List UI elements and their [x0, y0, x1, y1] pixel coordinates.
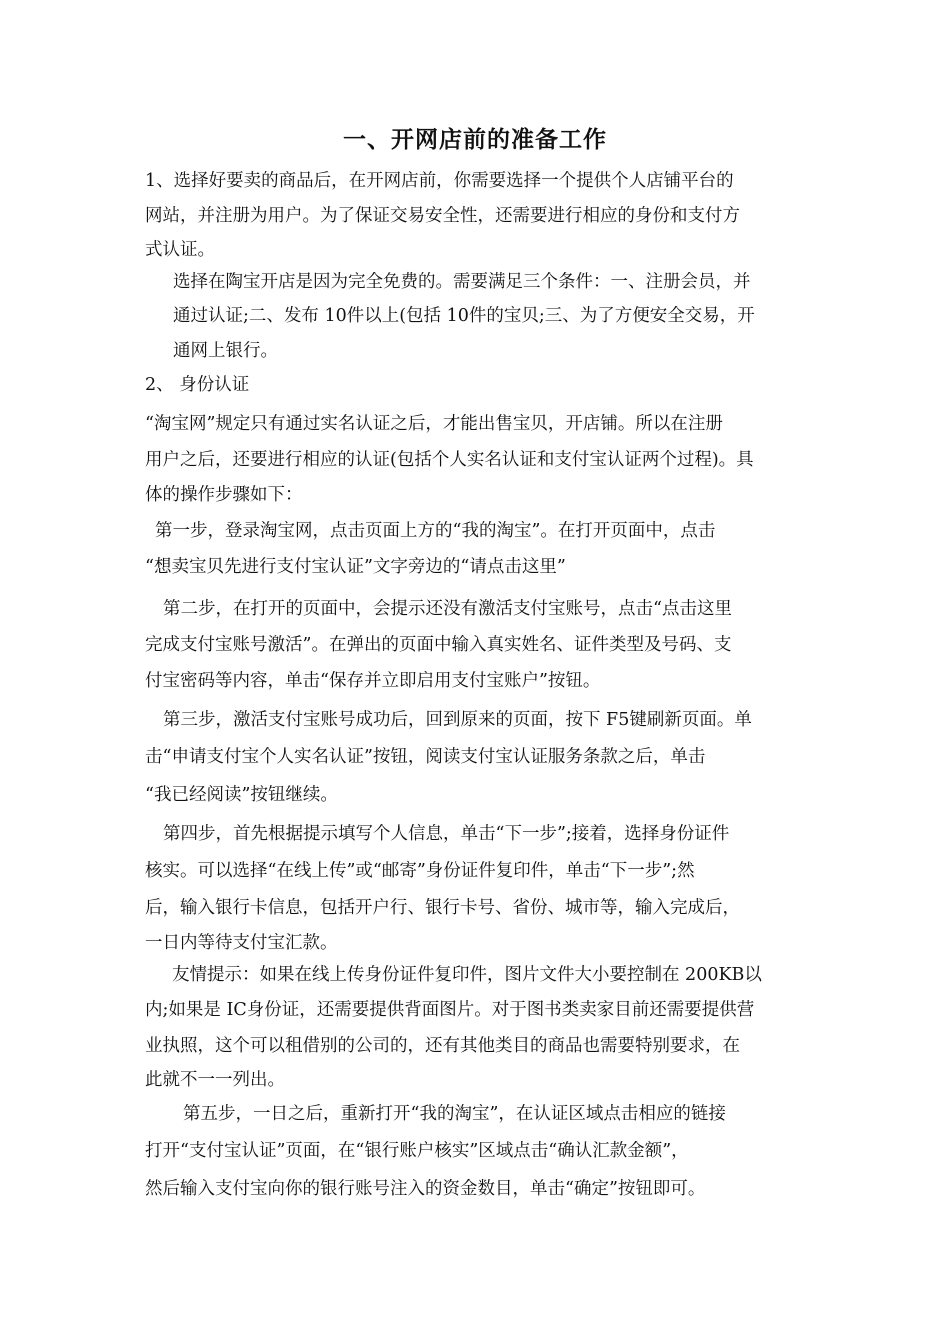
- text-line: 付宝密码等内容，单击“保存并立即启用支付宝账户”按钮。: [145, 671, 601, 691]
- text-line: 通过认证;二、发布 10件以上(包括 10件的宝贝;三、为了方便安全交易，开: [173, 306, 755, 326]
- text-line: 用户之后，还要进行相应的认证(包括个人实名认证和支付宝认证两个过程)。具: [145, 450, 754, 470]
- text-line: 第一步，登录淘宝网，点击页面上方的“我的淘宝”。在打开页面中，点击: [155, 521, 716, 541]
- text-line: 第五步，一日之后，重新打开“我的淘宝”，在认证区域点击相应的链接: [183, 1104, 726, 1124]
- text-line: 体的操作步骤如下：: [145, 485, 303, 505]
- text-line: 一日内等待支付宝汇款。: [145, 933, 338, 953]
- text-line: 后，输入银行卡信息，包括开户行、银行卡号、省份、城市等，输入完成后，: [145, 898, 740, 918]
- text-line: 第三步，激活支付宝账号成功后，回到原来的页面，按下 F5键刷新页面。单: [163, 710, 752, 730]
- text-line: 内;如果是 IC身份证，还需要提供背面图片。对于图书类卖家目前还需要提供营: [145, 1000, 755, 1020]
- text-line: “淘宝网”规定只有通过实名认证之后，才能出售宝贝，开店铺。所以在注册: [145, 414, 723, 434]
- text-line: 核实。可以选择“在线上传”或“邮寄”身份证件复印件，单击“下一步”;然: [145, 861, 695, 881]
- text-line: 第二步，在打开的页面中，会提示还没有激活支付宝账号，点击“点击这里: [163, 599, 732, 619]
- text-line: 式认证。: [145, 240, 215, 260]
- text-line: 通网上银行。: [173, 341, 278, 361]
- text-line: 然后输入支付宝向你的银行账号注入的资金数目，单击“确定”按钮即可。: [145, 1179, 706, 1199]
- text-line: 网站，并注册为用户。为了保证交易安全性，还需要进行相应的身份和支付方: [145, 206, 740, 226]
- text-line: 业执照，这个可以租借别的公司的，还有其他类目的商品也需要特别要求，在: [145, 1036, 740, 1056]
- text-line: 击“申请支付宝个人实名认证”按钮，阅读支付宝认证服务条款之后，单击: [145, 747, 706, 767]
- text-line: 完成支付宝账号激活”。在弹出的页面中输入真实姓名、证件类型及号码、支: [145, 635, 732, 655]
- text-line: 1、选择好要卖的商品后，在开网店前，你需要选择一个提供个人店铺平台的: [145, 171, 734, 191]
- text-line: 此就不一一列出。: [145, 1070, 285, 1090]
- text-line: 友情提示：如果在线上传身份证件复印件，图片文件大小要控制在 200KB以: [172, 965, 762, 985]
- text-line: “我已经阅读”按钮继续。: [145, 785, 338, 805]
- section-heading: 2、 身份认证: [145, 375, 250, 395]
- text-line: “想卖宝贝先进行支付宝认证”文字旁边的“请点击这里”: [145, 557, 566, 577]
- page-title: 一、开网店前的准备工作: [343, 126, 607, 153]
- text-line: 打开“支付宝认证”页面，在“银行账户核实”区域点击“确认汇款金额”，: [145, 1141, 689, 1161]
- text-line: 选择在陶宝开店是因为完全免费的。需要满足三个条件：一、注册会员，并: [173, 272, 751, 292]
- text-line: 第四步，首先根据提示填写个人信息，单击“下一步”;接着，选择身份证件: [163, 824, 730, 844]
